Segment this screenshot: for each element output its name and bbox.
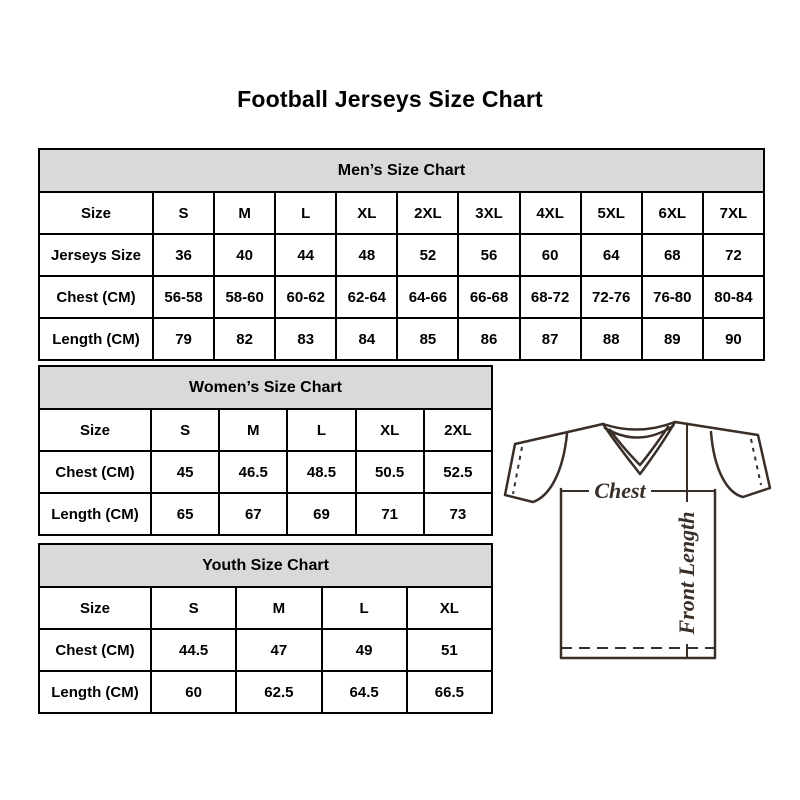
- mens-cell: 56-58: [153, 276, 214, 318]
- mens-size-chart: [38, 148, 765, 361]
- jersey-collar-back-outer: [603, 422, 675, 430]
- youth-cell: 66.5: [407, 671, 492, 713]
- mens-cell: 89: [642, 318, 703, 360]
- womens-table-row: [39, 409, 492, 451]
- youth-table-row: [39, 671, 492, 713]
- mens-cell: 36: [153, 234, 214, 276]
- mens-cell: 6XL: [642, 192, 703, 234]
- mens-cell: 66-68: [458, 276, 519, 318]
- mens-cell: 76-80: [642, 276, 703, 318]
- womens-cell: 69: [287, 493, 355, 535]
- womens-cell: 71: [356, 493, 424, 535]
- mens-size-table: [38, 148, 765, 361]
- mens-table-title: Men’s Size Chart: [39, 149, 764, 192]
- womens-cell: 65: [151, 493, 219, 535]
- left-cuff-dashed-line: [513, 447, 522, 494]
- mens-cell: 52: [397, 234, 458, 276]
- youth-cell: 62.5: [236, 671, 321, 713]
- youth-table-title: Youth Size Chart: [39, 544, 492, 587]
- mens-cell: 7XL: [703, 192, 764, 234]
- page-title: Football Jerseys Size Chart: [237, 86, 543, 112]
- youth-cell: 60: [151, 671, 236, 713]
- mens-cell: 4XL: [520, 192, 581, 234]
- mens-row-label: Size: [39, 192, 153, 234]
- mens-cell: 82: [214, 318, 275, 360]
- mens-row-label: Jerseys Size: [39, 234, 153, 276]
- mens-cell: 84: [336, 318, 397, 360]
- mens-cell: 5XL: [581, 192, 642, 234]
- mens-cell: 56: [458, 234, 519, 276]
- mens-cell: 68-72: [520, 276, 581, 318]
- mens-cell: 80-84: [703, 276, 764, 318]
- womens-table-title: Women’s Size Chart: [39, 366, 492, 409]
- mens-cell: 87: [520, 318, 581, 360]
- mens-cell: 3XL: [458, 192, 519, 234]
- mens-cell: 2XL: [397, 192, 458, 234]
- chest-label: Chest: [594, 478, 646, 503]
- jersey-diagram-svg: [503, 398, 775, 685]
- mens-cell: 79: [153, 318, 214, 360]
- womens-cell: 52.5: [424, 451, 492, 493]
- mens-cell: 88: [581, 318, 642, 360]
- mens-row-label: Length (CM): [39, 318, 153, 360]
- jersey-measurement-diagram: [503, 398, 775, 685]
- youth-cell: 51: [407, 629, 492, 671]
- youth-size-chart: [38, 543, 493, 714]
- mens-cell: 90: [703, 318, 764, 360]
- mens-cell: 62-64: [336, 276, 397, 318]
- womens-cell: 45: [151, 451, 219, 493]
- mens-cell: 72: [703, 234, 764, 276]
- youth-row-label: Length (CM): [39, 671, 151, 713]
- womens-table-row: [39, 493, 492, 535]
- mens-cell: 85: [397, 318, 458, 360]
- youth-table-row: [39, 587, 492, 629]
- womens-row-label: Size: [39, 409, 151, 451]
- mens-cell: 64-66: [397, 276, 458, 318]
- youth-cell: S: [151, 587, 236, 629]
- youth-cell: M: [236, 587, 321, 629]
- mens-cell: 64: [581, 234, 642, 276]
- womens-cell: 73: [424, 493, 492, 535]
- youth-cell: 44.5: [151, 629, 236, 671]
- womens-cell: 67: [219, 493, 287, 535]
- mens-row-label: Chest (CM): [39, 276, 153, 318]
- mens-cell: M: [214, 192, 275, 234]
- womens-cell: 48.5: [287, 451, 355, 493]
- womens-cell: 2XL: [424, 409, 492, 451]
- mens-cell: 83: [275, 318, 336, 360]
- mens-table-row: [39, 276, 764, 318]
- youth-row-label: Size: [39, 587, 151, 629]
- mens-cell: 72-76: [581, 276, 642, 318]
- mens-cell: XL: [336, 192, 397, 234]
- womens-cell: XL: [356, 409, 424, 451]
- womens-size-table: [38, 365, 493, 536]
- youth-table-row: [39, 629, 492, 671]
- youth-cell: 47: [236, 629, 321, 671]
- youth-cell: XL: [407, 587, 492, 629]
- womens-cell: S: [151, 409, 219, 451]
- youth-cell: 49: [322, 629, 407, 671]
- mens-cell: L: [275, 192, 336, 234]
- mens-cell: 48: [336, 234, 397, 276]
- mens-cell: 68: [642, 234, 703, 276]
- mens-table-row: [39, 192, 764, 234]
- mens-cell: 44: [275, 234, 336, 276]
- mens-cell: 86: [458, 318, 519, 360]
- womens-size-chart: [38, 365, 493, 536]
- womens-table-row: [39, 451, 492, 493]
- womens-cell: 50.5: [356, 451, 424, 493]
- youth-size-table: [38, 543, 493, 714]
- womens-cell: L: [287, 409, 355, 451]
- womens-row-label: Chest (CM): [39, 451, 151, 493]
- mens-cell: 58-60: [214, 276, 275, 318]
- front-length-label: Front Length: [674, 511, 699, 635]
- womens-cell: M: [219, 409, 287, 451]
- youth-row-label: Chest (CM): [39, 629, 151, 671]
- mens-cell: S: [153, 192, 214, 234]
- youth-cell: L: [322, 587, 407, 629]
- mens-cell: 60-62: [275, 276, 336, 318]
- mens-table-row: [39, 234, 764, 276]
- mens-table-row: [39, 318, 764, 360]
- mens-cell: 40: [214, 234, 275, 276]
- womens-row-label: Length (CM): [39, 493, 151, 535]
- youth-cell: 64.5: [322, 671, 407, 713]
- womens-cell: 46.5: [219, 451, 287, 493]
- mens-cell: 60: [520, 234, 581, 276]
